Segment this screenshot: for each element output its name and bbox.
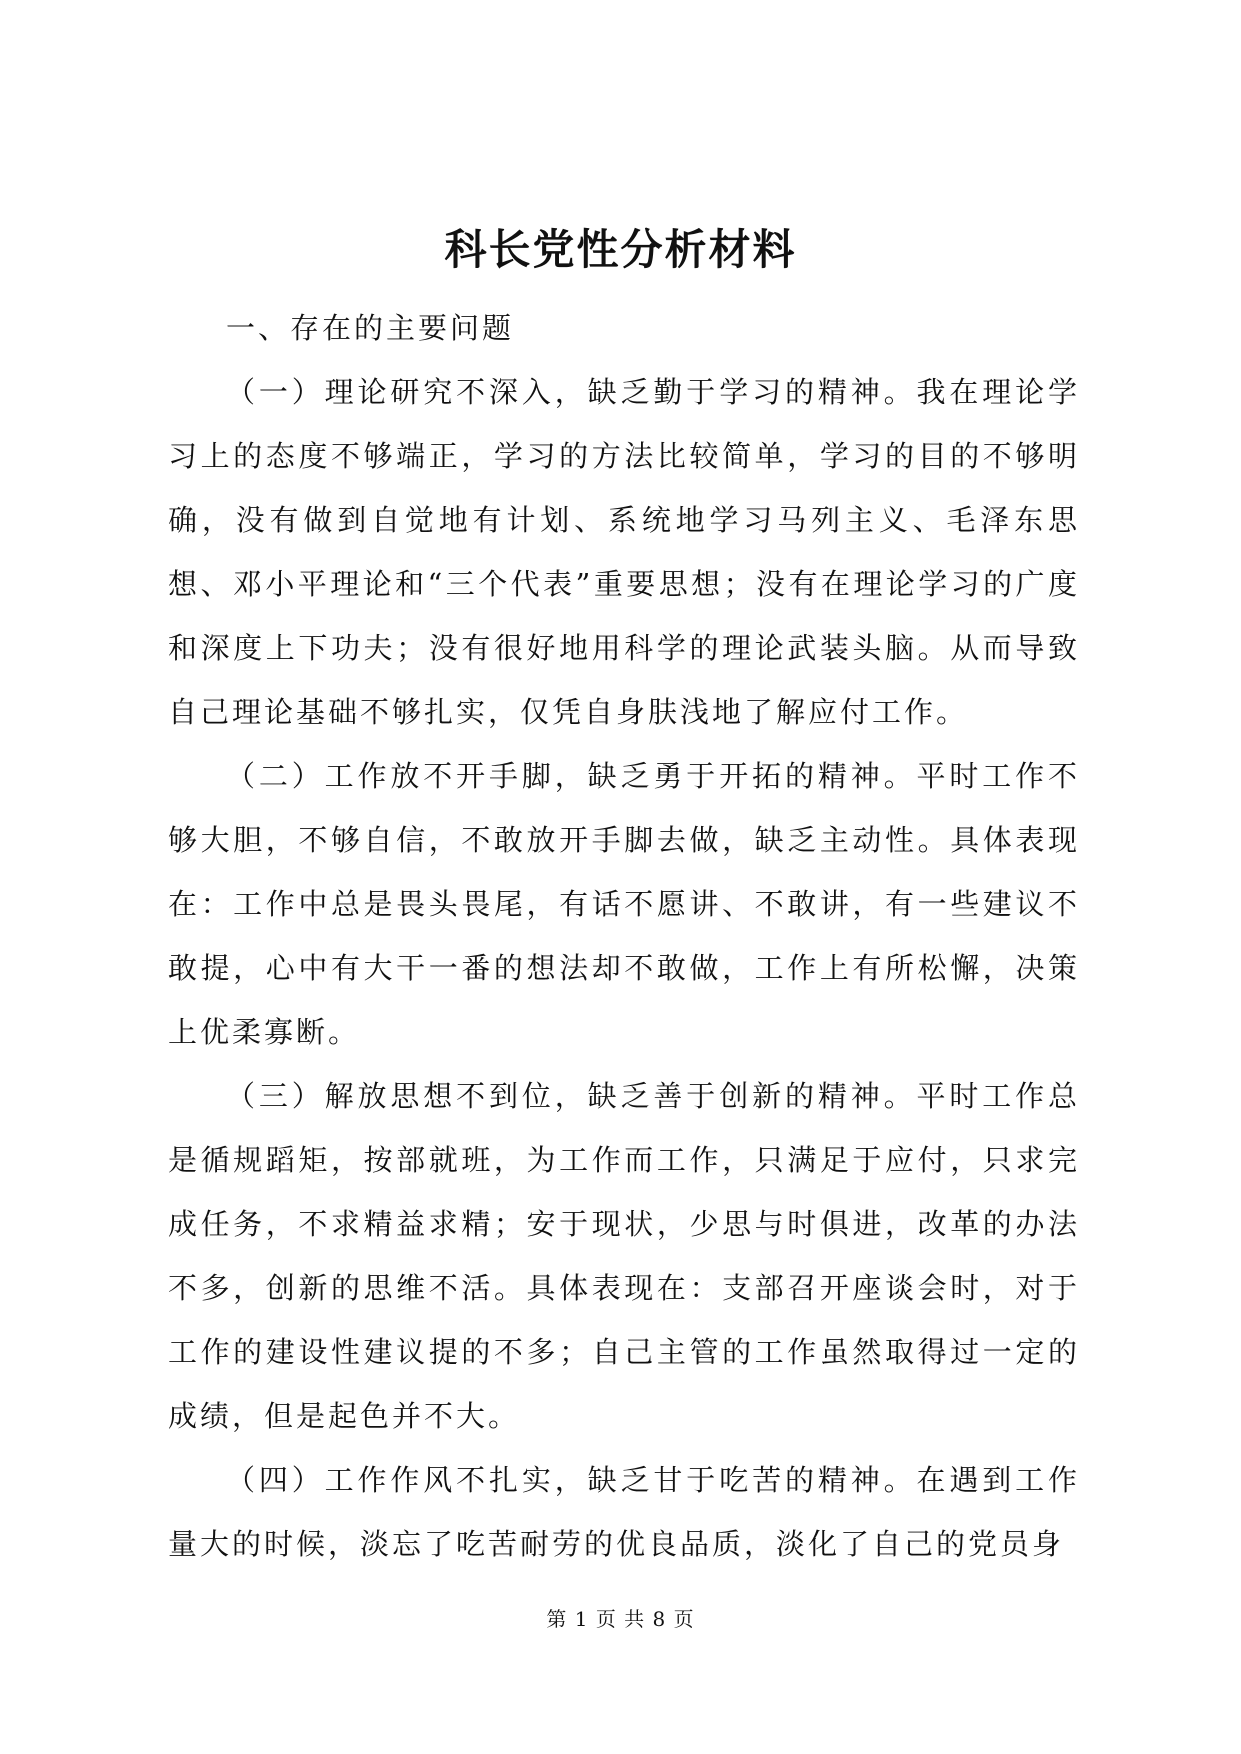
section-heading: 一、存在的主要问题 — [226, 311, 515, 345]
document-body — [168, 296, 1080, 1576]
paragraph: （三）解放思想不到位，缺乏善于创新的精神。平时工作总是循规蹈矩，按部就班，为工作而工作，只满足于应付，只求完成任务，不求精益求精；安于现状，少思与时俱进，改革的办法不多，创新的思维不活。具体表现在：支部召开座谈会时，对于工作的建设性建议提的不多；自己主管的工作虽然取得过一定的成绩，但是起色并不大。 — [168, 1079, 1080, 1433]
paragraph: （一）理论研究不深入，缺乏勤于学习的精神。我在理论学习上的态度不够端正，学习的方法比较简单，学习的目的不够明确，没有做到自觉地有计划、系统地学习马列主义、毛泽东思想、邓小平理论和“三个代表”重要思想；没有在理论学习的广度和深度上下功夫；没有很好地用科学的理论武装头脑。从而导致自己理论基础不够扎实，仅凭自身肤浅地了解应付工作。 — [168, 375, 1080, 729]
document-title: 科长党性分析材料 — [444, 225, 797, 274]
page-footer: 第 1 页 共 8 页 — [546, 1607, 695, 1631]
paragraph: （二）工作放不开手脚，缺乏勇于开拓的精神。平时工作不够大胆，不够自信，不敢放开手脚去做，缺乏主动性。具体表现在：工作中总是畏头畏尾，有话不愿讲、不敢讲，有一些建议不敢提，心中有大干一番的想法却不敢做，工作上有所松懈，决策上优柔寡断。 — [168, 759, 1080, 1049]
paragraph: （四）工作作风不扎实，缺乏甘于吃苦的精神。在遇到工作量大的时候，淡忘了吃苦耐劳的优良品质，淡化了自己的党员身 — [168, 1463, 1080, 1561]
